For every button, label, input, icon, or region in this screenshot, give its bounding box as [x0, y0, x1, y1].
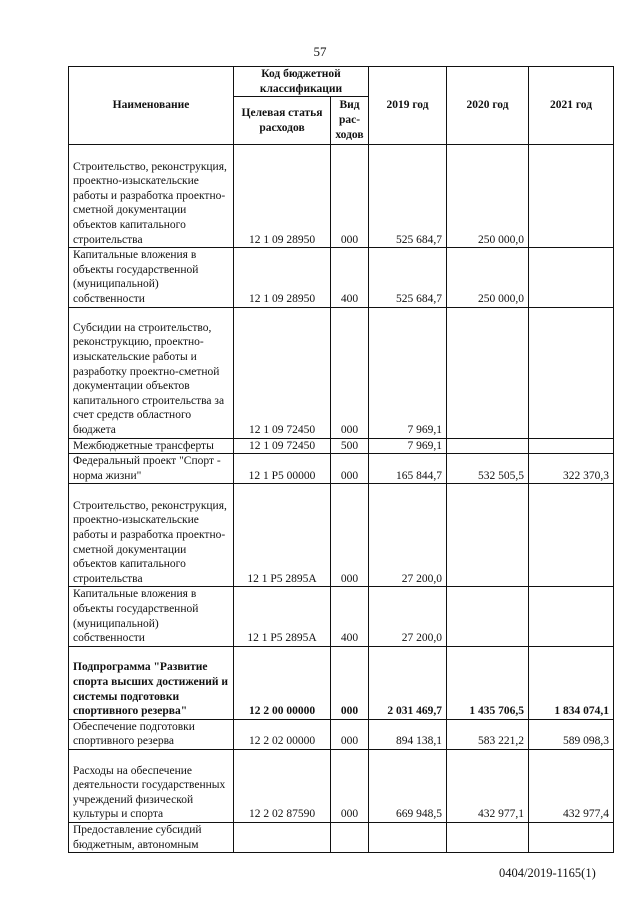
row-value-2021: 322 370,3: [529, 454, 614, 484]
table-row: [69, 484, 614, 587]
row-name: Капитальные вложения в объекты государственной (муниципальной) собственности: [69, 248, 234, 307]
table-row: [69, 145, 614, 248]
row-value-2020: [447, 587, 529, 646]
row-name: Обеспечение подготовки спортивного резерва: [69, 719, 234, 749]
row-value-2020: [447, 307, 529, 438]
row-target-article: 12 2 00 00000: [234, 646, 331, 719]
row-expense-type: 000: [331, 484, 369, 587]
table-row: [69, 454, 614, 484]
row-expense-type: 400: [331, 587, 369, 646]
row-name: Подпрограмма "Развитие спорта высших достижений и системы подготовки спортивного резерва": [69, 646, 234, 719]
row-name: Субсидии на строительство, реконструкцию, проектно-изыскательские работы и разработку проектно-сметной документации объектов капитального строительства за счет средств областного бюджета: [69, 307, 234, 438]
row-target-article: [234, 822, 331, 852]
row-target-article: 12 1 P5 2895A: [234, 587, 331, 646]
row-expense-type: [331, 822, 369, 852]
row-expense-type: 000: [331, 646, 369, 719]
row-target-article: 12 1 09 72450: [234, 438, 331, 454]
header-classification: Код бюджетной классификации: [234, 67, 369, 97]
row-name: Межбюджетные трансферты: [69, 438, 234, 454]
row-value-2021: 432 977,4: [529, 749, 614, 822]
row-name: Федеральный проект "Спорт - норма жизни": [69, 454, 234, 484]
row-expense-type: 500: [331, 438, 369, 454]
row-name: Расходы на обеспечение деятельности государственных учреждений физической культуры и спорта: [69, 749, 234, 822]
row-value-2021: 589 098,3: [529, 719, 614, 749]
row-target-article: 12 2 02 87590: [234, 749, 331, 822]
row-expense-type: 000: [331, 719, 369, 749]
table-row: [69, 248, 614, 307]
row-value-2019: 27 200,0: [369, 587, 447, 646]
page-number: 57: [313, 44, 327, 59]
row-value-2020: 432 977,1: [447, 749, 529, 822]
header-name: Наименование: [69, 67, 234, 145]
row-value-2019: 525 684,7: [369, 145, 447, 248]
table-row: [69, 438, 614, 454]
row-expense-type: 000: [331, 749, 369, 822]
row-target-article: 12 1 09 72450: [234, 307, 331, 438]
table-row: [69, 307, 614, 438]
row-value-2020: 1 435 706,5: [447, 646, 529, 719]
row-value-2021: [529, 822, 614, 852]
row-name: Предоставление субсидий бюджетным, автономным: [69, 822, 234, 852]
header-2019: 2019 год: [369, 67, 447, 145]
row-value-2020: [447, 484, 529, 587]
row-value-2019: [369, 822, 447, 852]
row-name: Строительство, реконструкция, проектно-изыскательские работы и разработка проектно-сметной документации объектов капитального строительства: [69, 484, 234, 587]
header-2021: 2021 год: [529, 67, 614, 145]
table-body: [69, 145, 614, 853]
table-row: [69, 646, 614, 719]
row-value-2020: 583 221,2: [447, 719, 529, 749]
row-value-2021: [529, 438, 614, 454]
row-value-2019: 7 969,1: [369, 438, 447, 454]
document-code: 0404/2019-1165(1): [499, 866, 596, 880]
row-target-article: 12 1 09 28950: [234, 145, 331, 248]
row-name: Строительство, реконструкция, проектно-изыскательские работы и разработка проектно-сметной документации объектов капитального строительства: [69, 145, 234, 248]
table-header: [69, 67, 614, 145]
row-target-article: 12 1 P5 2895A: [234, 484, 331, 587]
row-name: Капитальные вложения в объекты государственной (муниципальной) собственности: [69, 587, 234, 646]
row-value-2020: [447, 822, 529, 852]
row-value-2020: 250 000,0: [447, 145, 529, 248]
row-value-2021: [529, 248, 614, 307]
header-expense-type: Вид рас-ходов: [331, 97, 369, 145]
row-target-article: 12 1 09 28950: [234, 248, 331, 307]
table-row: [69, 587, 614, 646]
row-value-2021: [529, 484, 614, 587]
row-value-2021: [529, 145, 614, 248]
row-value-2019: 894 138,1: [369, 719, 447, 749]
header-target-article: Целевая статья расходов: [234, 97, 331, 145]
row-expense-type: 400: [331, 248, 369, 307]
row-value-2019: 27 200,0: [369, 484, 447, 587]
row-value-2019: 165 844,7: [369, 454, 447, 484]
row-value-2020: 532 505,5: [447, 454, 529, 484]
row-value-2019: 525 684,7: [369, 248, 447, 307]
table-row: [69, 822, 614, 852]
row-value-2019: 669 948,5: [369, 749, 447, 822]
row-value-2021: [529, 587, 614, 646]
row-expense-type: 000: [331, 454, 369, 484]
row-target-article: 12 2 02 00000: [234, 719, 331, 749]
row-value-2019: 7 969,1: [369, 307, 447, 438]
budget-table: [68, 66, 614, 853]
header-2020: 2020 год: [447, 67, 529, 145]
row-value-2021: 1 834 074,1: [529, 646, 614, 719]
row-value-2021: [529, 307, 614, 438]
row-value-2020: [447, 438, 529, 454]
row-expense-type: 000: [331, 145, 369, 248]
row-target-article: 12 1 P5 00000: [234, 454, 331, 484]
row-value-2019: 2 031 469,7: [369, 646, 447, 719]
table-row: [69, 749, 614, 822]
row-value-2020: 250 000,0: [447, 248, 529, 307]
table-row: [69, 719, 614, 749]
row-expense-type: 000: [331, 307, 369, 438]
